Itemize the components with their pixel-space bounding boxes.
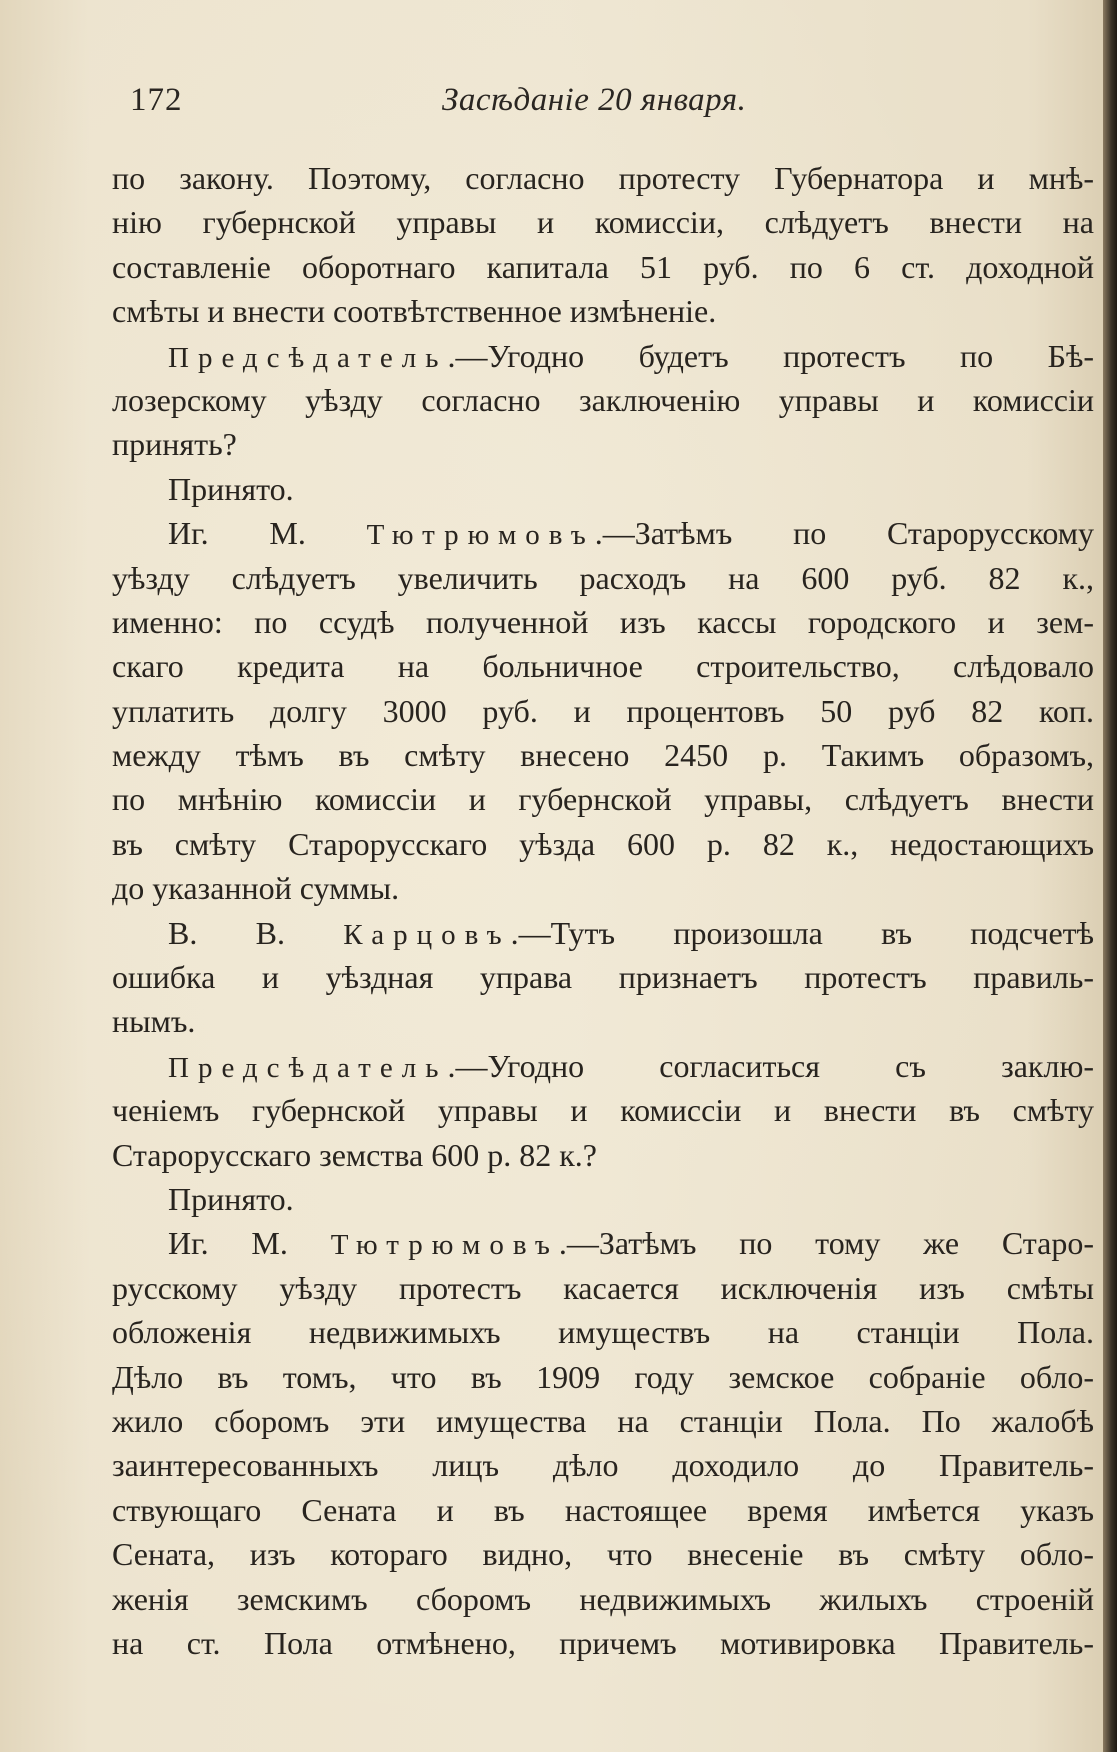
speaker-prefix: Иг. М. <box>168 1225 331 1262</box>
text-line: лозерскому уѣзду согласно заключенію управы и комиссіи <box>112 381 1094 418</box>
text-line: по мнѣнію комиссіи и губернской управы, слѣдуетъ внести <box>112 781 1094 818</box>
speaker-prefix: Иг. М. <box>168 515 367 552</box>
text-line: русскому уѣзду протестъ касается исключенія изъ смѣты <box>112 1269 1094 1306</box>
text-line: нію губернской управы и комиссіи, слѣдуетъ внести на <box>112 204 1094 241</box>
speech-line-tyutryumov: Иг. М. Тютрюмовъ.—Затѣмъ по Старорусскому <box>168 515 1094 552</box>
speaker-prefix: В. В. <box>168 914 344 951</box>
text-line: Дѣло въ томъ, что въ 1909 году земское собраніе обло- <box>112 1358 1094 1395</box>
body-text <box>112 156 1094 1665</box>
text-line: уѣзду слѣдуетъ увеличить расходъ на 600 руб. 82 к., <box>112 559 1094 596</box>
text-line: Старорусскаго земства 600 р. 82 к.? <box>112 1136 597 1173</box>
speaker-name: Предсѣдатель <box>168 1051 448 1084</box>
speaker-name: Тютрюмовъ <box>366 519 595 552</box>
text-line: въ смѣту Старорусскаго уѣзда 600 р. 82 к., недостающихъ <box>112 825 1094 862</box>
text-line: именно: по ссудѣ полученной изъ кассы городского и зем- <box>112 603 1094 640</box>
text-line: ствующаго Сената и въ настоящее время имѣется указъ <box>112 1491 1094 1528</box>
text-line: до указанной суммы. <box>112 870 400 907</box>
speech-line-kartsov: В. В. Карцовъ.—Тутъ произошла въ подсчетѣ <box>168 914 1094 951</box>
text-line: смѣты и внести соотвѣтственное измѣненіе. <box>112 293 717 330</box>
speaker-name: Предсѣдатель <box>168 341 448 374</box>
text-line: между тѣмъ въ смѣту внесено 2450 р. Такимъ образомъ, <box>112 737 1094 774</box>
text-line: ченіемъ губернской управы и комиссіи и внести въ смѣту <box>112 1092 1094 1129</box>
running-title: Засѣданіе 20 января. <box>442 82 747 118</box>
text-line: ошибка и уѣздная управа признаетъ протестъ правиль- <box>112 959 1094 996</box>
text-line: Принято. <box>168 470 294 507</box>
text-line: на ст. Пола отмѣнено, причемъ мотивировка Правитель- <box>112 1624 1094 1661</box>
text-line: заинтересованныхъ лицъ дѣло доходило до Правитель- <box>112 1447 1094 1484</box>
text-line: уплатить долгу 3000 руб. и процентовъ 50 руб 82 коп. <box>112 692 1094 729</box>
speaker-name: Тютрюмовъ <box>330 1229 559 1262</box>
page-header <box>130 82 980 126</box>
text-line: принять? <box>112 426 237 463</box>
text-line: Принято. <box>168 1180 294 1217</box>
speaker-name: Карцовъ <box>343 918 511 951</box>
text-line: женія земскимъ сборомъ недвижимыхъ жилыхъ строеній <box>112 1580 1094 1617</box>
speech-line-chairman: Предсѣдатель.—Угодно согласиться съ заклю- <box>168 1047 1094 1084</box>
speech-line-tyutryumov: Иг. М. Тютрюмовъ.—Затѣмъ по тому же Старо- <box>168 1225 1094 1262</box>
speech-line-chairman: Предсѣдатель.—Угодно будетъ протестъ по Бѣ- <box>168 337 1094 374</box>
text-line: обложенія недвижимыхъ имуществъ на станціи Пола. <box>112 1314 1094 1351</box>
text-line: по закону. Поэтому, согласно протесту Губернатора и мнѣ- <box>112 160 1094 196</box>
page-number: 172 <box>130 82 183 118</box>
text-line: составленіе оборотнаго капитала 51 руб. по 6 ст. доходной <box>112 248 1094 285</box>
text-line: нымъ. <box>112 1003 196 1040</box>
text-line: жило сборомъ эти имущества на станціи Пола. По жалобѣ <box>112 1402 1094 1439</box>
text-line: Сената, изъ котораго видно, что внесеніе въ смѣту обло- <box>112 1536 1094 1573</box>
text-line: скаго кредита на больничное строительство, слѣдовало <box>112 648 1094 685</box>
book-spine-edge <box>1103 0 1117 1752</box>
